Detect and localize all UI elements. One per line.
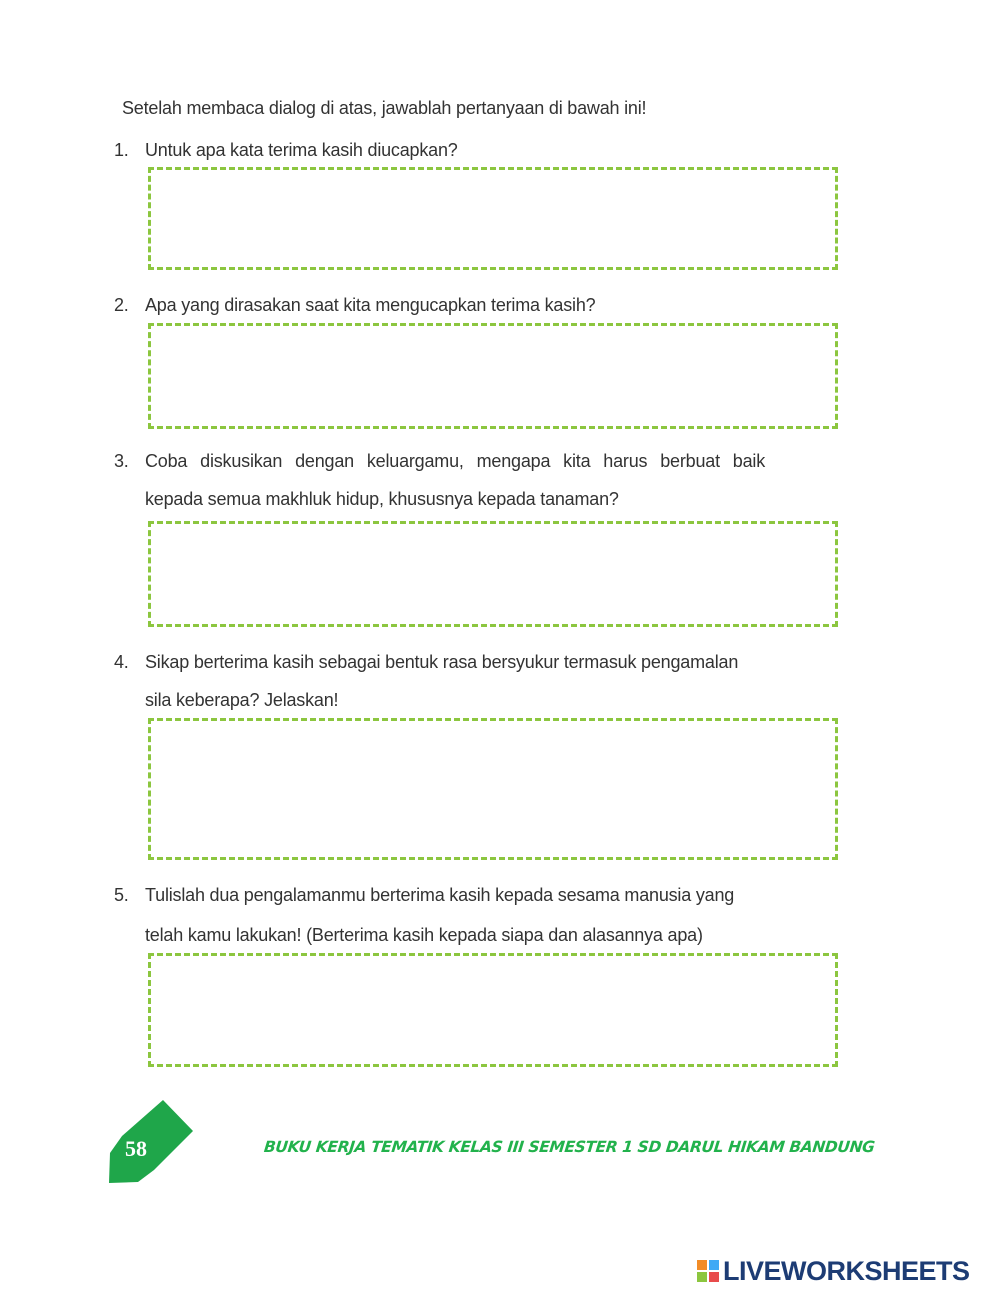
answer-input-2[interactable] (151, 326, 835, 426)
question-text: Untuk apa kata terima kasih diucapkan? (145, 140, 458, 160)
answer-box-2[interactable] (148, 323, 838, 429)
question-4 (114, 652, 739, 710)
question-text-line2: sila keberapa? Jelaskan! (145, 690, 339, 710)
answer-box-3[interactable] (148, 521, 838, 627)
question-1 (114, 140, 458, 160)
answer-input-1[interactable] (151, 170, 835, 267)
question-number: 2. (114, 295, 129, 315)
question-number: 5. (114, 885, 129, 905)
answer-box-5[interactable] (148, 953, 838, 1067)
page-number: 58 (125, 1136, 147, 1161)
footer-title: BUKU KERJA TEMATIK KELAS III SEMESTER 1 SD DARUL HIKAM BANDUNG (263, 1138, 876, 1156)
liveworksheets-blocks-icon (697, 1260, 719, 1282)
answer-input-4[interactable] (151, 721, 835, 857)
liveworksheets-text: LIVEWORKSHEETS (723, 1255, 970, 1286)
liveworksheets-logo (697, 1256, 970, 1286)
question-text: Sikap berterima kasih sebagai bentuk rasa bersyukur termasuk pengamalan (145, 652, 739, 672)
answer-input-3[interactable] (151, 524, 835, 624)
question-text-line2: kepada semua makhluk hidup, khususnya kepada tanaman? (145, 489, 619, 509)
question-text: Coba diskusikan dengan keluargamu, mengapa kita harus berbuat baik (145, 451, 765, 471)
answer-input-5[interactable] (151, 956, 835, 1064)
answer-box-4[interactable] (148, 718, 838, 860)
question-number: 4. (114, 652, 129, 672)
question-5 (114, 885, 735, 945)
question-number: 3. (114, 451, 129, 471)
question-text: Tulislah dua pengalamanmu berterima kasih kepada sesama manusia yang (145, 885, 735, 905)
answer-box-1[interactable] (148, 167, 838, 270)
instruction-text: Setelah membaca dialog di atas, jawablah pertanyaan di bawah ini! (122, 98, 647, 118)
question-text: Apa yang dirasakan saat kita mengucapkan terima kasih? (145, 295, 596, 315)
question-number: 1. (114, 140, 129, 160)
question-text-line2: telah kamu lakukan! (Berterima kasih kepada siapa dan alasannya apa) (145, 925, 703, 945)
question-3 (114, 451, 765, 509)
question-2 (114, 295, 595, 315)
page-number-badge (108, 1098, 198, 1188)
